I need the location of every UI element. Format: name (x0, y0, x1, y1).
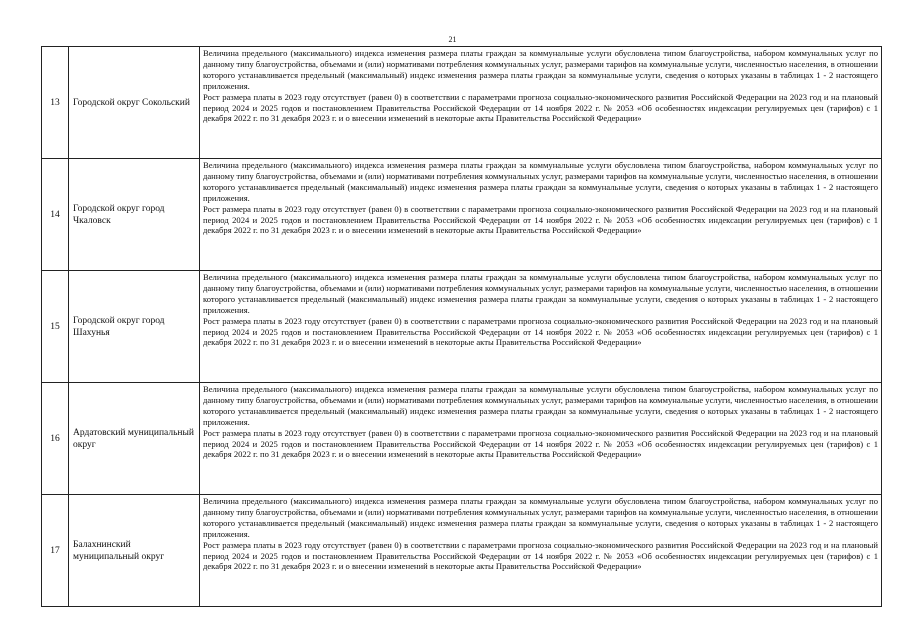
description-cell (200, 383, 882, 495)
municipality-name: Ардатовский муниципальный округ (69, 383, 200, 495)
table-row (42, 383, 882, 495)
table-row (42, 159, 882, 271)
row-number: 13 (42, 47, 69, 159)
payment-growth-paragraph: Рост размера платы в 2023 году отсутствует (равен 0) в соответствии с параметрами прогноза социально-экономического развития Российской Федерации на 2023 год и на плановый период 2024 и 2025 годов и постановлением Правительства Российской Федерации от 14 ноября 2022 г. № 2053 «Об особенностях индексации регулируемых цен (тарифов) с 1 декабря 2022 г. по 31 декабря 2023 г. и о внесении изменений в некоторые акты Правительства Российской Федерации» (203, 539, 878, 572)
table-row (42, 47, 882, 159)
page-number: 21 (448, 35, 457, 44)
municipality-name: Городской округ город Шахунья (69, 271, 200, 383)
index-explanation-paragraph: Величина предельного (максимального) индекса изменения размера платы граждан за коммунальные услуги обусловлена типом благоустройства, набором коммунальных услуг по данному типу благоустройства, объемами и (или) нормативами потребления коммунальных услуг, размерами тарифов на коммунальные услуги, численностью населения, в отношении которого устанавливается предельный (максимальный) индекс изменения размера платы граждан за коммунальные услуги, сведения о которых указаны в таблицах 1 - 2 настоящего приложения. (203, 496, 878, 539)
row-number: 15 (42, 271, 69, 383)
description-cell (200, 495, 882, 607)
description-cell (200, 159, 882, 271)
table-row (42, 271, 882, 383)
municipality-name: Городской округ город Чкаловск (69, 159, 200, 271)
municipality-name: Городской округ Сокольский (69, 47, 200, 159)
description-cell (200, 47, 882, 159)
row-number: 16 (42, 383, 69, 495)
index-explanation-paragraph: Величина предельного (максимального) индекса изменения размера платы граждан за коммунальные услуги обусловлена типом благоустройства, набором коммунальных услуг по данному типу благоустройства, объемами и (или) нормативами потребления коммунальных услуг, размерами тарифов на коммунальные услуги, численностью населения, в отношении которого устанавливается предельный (максимальный) индекс изменения размера платы граждан за коммунальные услуги, сведения о которых указаны в таблицах 1 - 2 настоящего приложения. (203, 272, 878, 315)
municipality-name: Балахнинский муниципальный округ (69, 495, 200, 607)
payment-growth-paragraph: Рост размера платы в 2023 году отсутствует (равен 0) в соответствии с параметрами прогноза социально-экономического развития Российской Федерации на 2023 год и на плановый период 2024 и 2025 годов и постановлением Правительства Российской Федерации от 14 ноября 2022 г. № 2053 «Об особенностях индексации регулируемых цен (тарифов) с 1 декабря 2022 г. по 31 декабря 2023 г. и о внесении изменений в некоторые акты Правительства Российской Федерации» (203, 203, 878, 236)
index-explanation-paragraph: Величина предельного (максимального) индекса изменения размера платы граждан за коммунальные услуги обусловлена типом благоустройства, набором коммунальных услуг по данному типу благоустройства, объемами и (или) нормативами потребления коммунальных услуг, размерами тарифов на коммунальные услуги, численностью населения, в отношении которого устанавливается предельный (максимальный) индекс изменения размера платы граждан за коммунальные услуги, сведения о которых указаны в таблицах 1 - 2 настоящего приложения. (203, 48, 878, 91)
payment-growth-paragraph: Рост размера платы в 2023 году отсутствует (равен 0) в соответствии с параметрами прогноза социально-экономического развития Российской Федерации на 2023 год и на плановый период 2024 и 2025 годов и постановлением Правительства Российской Федерации от 14 ноября 2022 г. № 2053 «Об особенностях индексации регулируемых цен (тарифов) с 1 декабря 2022 г. по 31 декабря 2023 г. и о внесении изменений в некоторые акты Правительства Российской Федерации» (203, 427, 878, 460)
index-explanation-paragraph: Величина предельного (максимального) индекса изменения размера платы граждан за коммунальные услуги обусловлена типом благоустройства, набором коммунальных услуг по данному типу благоустройства, объемами и (или) нормативами потребления коммунальных услуг, размерами тарифов на коммунальные услуги, численностью населения, в отношении которого устанавливается предельный (максимальный) индекс изменения размера платы граждан за коммунальные услуги, сведения о которых указаны в таблицах 1 - 2 настоящего приложения. (203, 384, 878, 427)
payment-growth-paragraph: Рост размера платы в 2023 году отсутствует (равен 0) в соответствии с параметрами прогноза социально-экономического развития Российской Федерации на 2023 год и на плановый период 2024 и 2025 годов и постановлением Правительства Российской Федерации от 14 ноября 2022 г. № 2053 «Об особенностях индексации регулируемых цен (тарифов) с 1 декабря 2022 г. по 31 декабря 2023 г. и о внесении изменений в некоторые акты Правительства Российской Федерации» (203, 91, 878, 124)
table-row (42, 495, 882, 607)
index-explanation-paragraph: Величина предельного (максимального) индекса изменения размера платы граждан за коммунальные услуги обусловлена типом благоустройства, набором коммунальных услуг по данному типу благоустройства, объемами и (или) нормативами потребления коммунальных услуг, размерами тарифов на коммунальные услуги, численностью населения, в отношении которого устанавливается предельный (максимальный) индекс изменения размера платы граждан за коммунальные услуги, сведения о которых указаны в таблицах 1 - 2 настоящего приложения. (203, 160, 878, 203)
row-number: 14 (42, 159, 69, 271)
description-cell (200, 271, 882, 383)
row-number: 17 (42, 495, 69, 607)
payment-growth-paragraph: Рост размера платы в 2023 году отсутствует (равен 0) в соответствии с параметрами прогноза социально-экономического развития Российской Федерации на 2023 год и на плановый период 2024 и 2025 годов и постановлением Правительства Российской Федерации от 14 ноября 2022 г. № 2053 «Об особенностях индексации регулируемых цен (тарифов) с 1 декабря 2022 г. по 31 декабря 2023 г. и о внесении изменений в некоторые акты Правительства Российской Федерации» (203, 315, 878, 348)
municipality-table (41, 46, 882, 607)
